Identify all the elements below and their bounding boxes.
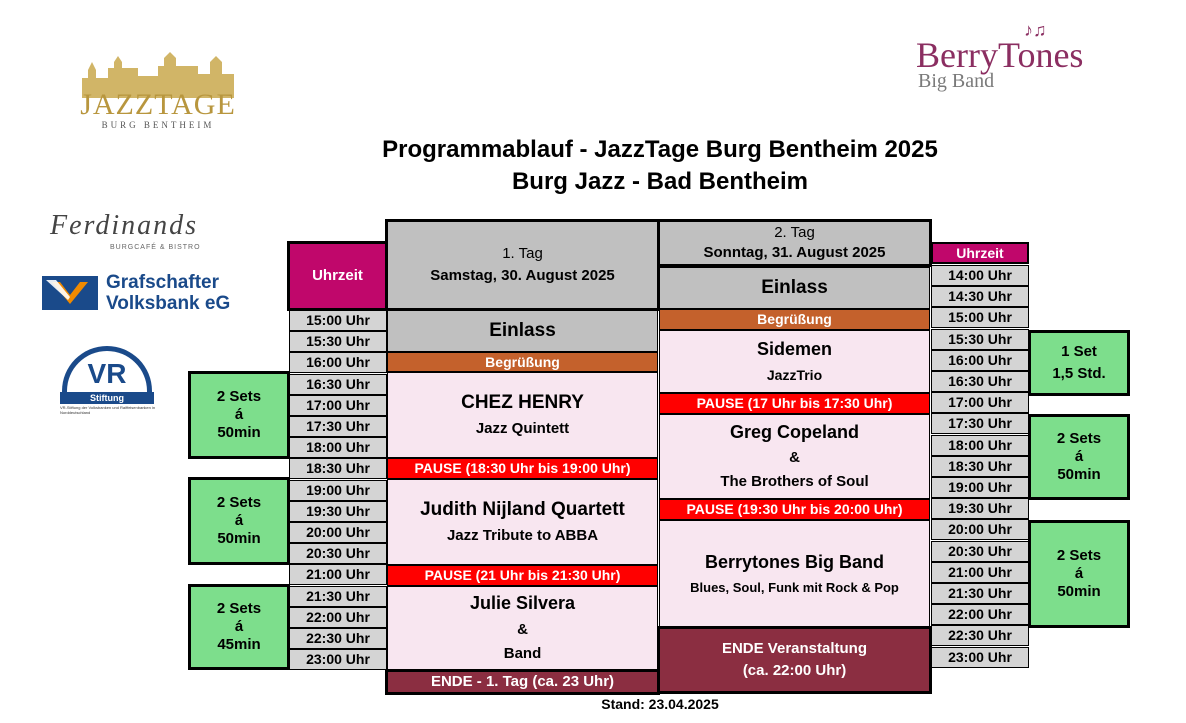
- sets-duration: 50min: [217, 424, 261, 441]
- page-title: Programmablauf - JazzTage Burg Bentheim 2025: [382, 136, 938, 163]
- time-slot: 17:00 Uhr: [289, 395, 387, 416]
- act-subtitle: JazzTrio: [766, 366, 823, 383]
- time-slot: 14:00 Uhr: [931, 265, 1029, 286]
- time-slot: 15:00 Uhr: [931, 307, 1029, 328]
- time-slot: 20:00 Uhr: [289, 522, 387, 543]
- day1-ende: ENDE - 1. Tag (ca. 23 Uhr): [385, 669, 660, 695]
- day2-pause-2: PAUSE (19:30 Uhr bis 20:00 Uhr): [659, 499, 930, 520]
- volksbank-icon: [42, 276, 98, 310]
- time-slot: 22:00 Uhr: [289, 607, 387, 628]
- time-slot: 22:30 Uhr: [931, 625, 1029, 646]
- time-slot: 20:30 Uhr: [931, 541, 1029, 562]
- sets-duration: 50min: [217, 530, 261, 547]
- ende-line1: ENDE Veranstaltung: [721, 640, 868, 657]
- act-subtitle: Blues, Soul, Funk mit Rock & Pop: [690, 579, 899, 595]
- jazztage-logo: [78, 48, 238, 128]
- time-slot: 19:30 Uhr: [289, 501, 387, 522]
- ferdinands-logo-sub: BURGCAFÉ & BISTRO: [110, 244, 201, 251]
- ferdinands-logo: [40, 210, 240, 260]
- vr-logo-text: VR: [87, 358, 127, 389]
- time-slot: 18:00 Uhr: [289, 437, 387, 458]
- sets-count: 2 Sets: [216, 600, 262, 617]
- sets-count: 2 Sets: [1056, 430, 1102, 447]
- act-title: Berrytones Big Band: [704, 551, 885, 572]
- vr-stiftung-logo: [56, 344, 166, 428]
- jazztage-logo-text: JAZZTAGE: [80, 88, 236, 121]
- time-slot: 15:30 Uhr: [289, 331, 387, 352]
- time-slot: 17:30 Uhr: [289, 416, 387, 437]
- day1-pause-1: PAUSE (18:30 Uhr bis 19:00 Uhr): [387, 458, 658, 479]
- time-slot: 21:00 Uhr: [931, 562, 1029, 583]
- jazztage-logo-sub: BURG BENTHEIM: [101, 120, 215, 130]
- day2-uhrzeit-header: Uhrzeit: [931, 242, 1029, 264]
- time-slot: 18:30 Uhr: [289, 458, 387, 479]
- time-slot: 16:00 Uhr: [931, 350, 1029, 371]
- day1-uhrzeit-header: Uhrzeit: [287, 241, 388, 311]
- time-slot: 16:30 Uhr: [931, 371, 1029, 392]
- sets-count: 1 Set: [1061, 343, 1097, 360]
- volksbank-logo: [42, 272, 242, 316]
- berrytones-logo-text: BerryTones: [916, 35, 1084, 75]
- music-note-icon: ♪♫: [1024, 20, 1047, 40]
- time-slot: 20:00 Uhr: [931, 519, 1029, 540]
- day2-act-berrytones: [659, 520, 930, 627]
- sets-duration: 50min: [1057, 466, 1101, 483]
- day1-einlass: Einlass: [387, 310, 658, 352]
- day1-sets-box-2: [188, 477, 290, 565]
- time-slot: 18:00 Uhr: [931, 435, 1029, 456]
- act-title: Julie Silvera: [469, 593, 576, 614]
- time-slot: 21:30 Uhr: [289, 586, 387, 607]
- act-title: Greg Copeland: [729, 421, 859, 442]
- time-slot: 22:30 Uhr: [289, 628, 387, 649]
- act-subtitle: The Brothers of Soul: [720, 473, 869, 491]
- day1-act-judith-nijland: [387, 479, 658, 565]
- day2-einlass: Einlass: [659, 267, 930, 309]
- time-slot: 17:00 Uhr: [931, 392, 1029, 413]
- volksbank-name-line2: Volksbank eG: [106, 293, 231, 314]
- day2-ende: [657, 626, 932, 694]
- day2-sets-box-1: [1028, 330, 1130, 396]
- day2-header: [657, 219, 932, 267]
- time-slot: 18:30 Uhr: [931, 456, 1029, 477]
- day2-act-sidemen: [659, 330, 930, 393]
- sets-count: 2 Sets: [216, 388, 262, 405]
- time-slot: 19:00 Uhr: [931, 477, 1029, 498]
- day1-act-julie-silvera: [387, 586, 658, 670]
- time-slot: 15:30 Uhr: [931, 329, 1029, 350]
- day1-begruessung: Begrüßung: [387, 352, 658, 372]
- day1-header-label: 1. Tag: [502, 245, 543, 262]
- time-slot: 23:00 Uhr: [289, 649, 387, 670]
- time-slot: 22:00 Uhr: [931, 604, 1029, 625]
- day1-act-chez-henry: [387, 372, 658, 458]
- volksbank-name-line1: Grafschafter: [106, 272, 219, 293]
- time-slot: 17:30 Uhr: [931, 413, 1029, 434]
- day2-sets-box-2: [1028, 414, 1130, 500]
- time-slot: 19:00 Uhr: [289, 480, 387, 501]
- time-slot: 15:00 Uhr: [289, 310, 387, 331]
- day2-pause-1: PAUSE (17 Uhr bis 17:30 Uhr): [659, 393, 930, 414]
- day2-header-label: 2. Tag: [774, 224, 815, 241]
- ferdinands-logo-text: Ferdinands: [50, 210, 199, 241]
- act-ampersand: &: [789, 449, 800, 467]
- act-title: CHEZ HENRY: [461, 391, 584, 413]
- sets-a: á: [234, 406, 244, 423]
- time-slot: 21:00 Uhr: [289, 564, 387, 585]
- page-subtitle: Burg Jazz - Bad Bentheim: [511, 168, 809, 195]
- sets-a: á: [1074, 448, 1084, 465]
- day1-header-date: Samstag, 30. August 2025: [430, 267, 615, 284]
- stand-date: Stand: 23.04.2025: [601, 696, 719, 712]
- sets-a: á: [1074, 565, 1084, 582]
- time-slot: 16:00 Uhr: [289, 352, 387, 373]
- day2-begruessung: Begrüßung: [659, 309, 930, 330]
- sets-duration: 1,5 Std.: [1052, 365, 1106, 382]
- day1-header: [385, 219, 660, 311]
- ende-line2: (ca. 22:00 Uhr): [742, 662, 847, 679]
- vr-logo-band: Stiftung: [60, 392, 154, 404]
- act-title: Sidemen: [756, 339, 833, 360]
- sets-duration: 45min: [217, 636, 261, 653]
- sets-count: 2 Sets: [1056, 547, 1102, 564]
- time-slot: 16:30 Uhr: [289, 374, 387, 395]
- berrytones-logo-sub: Big Band: [918, 70, 995, 92]
- act-ampersand: &: [517, 620, 528, 638]
- sets-duration: 50min: [1057, 583, 1101, 600]
- time-slot: 23:00 Uhr: [931, 647, 1029, 668]
- day1-pause-2: PAUSE (21 Uhr bis 21:30 Uhr): [387, 565, 658, 586]
- time-slot: 14:30 Uhr: [931, 286, 1029, 307]
- act-title: Judith Nijland Quartett: [420, 498, 625, 520]
- day2-sets-box-3: [1028, 520, 1130, 628]
- day2-header-date: Sonntag, 31. August 2025: [703, 244, 886, 261]
- berrytones-logo: [912, 20, 1112, 100]
- time-slot: 20:30 Uhr: [289, 543, 387, 564]
- day1-sets-box-1: [188, 371, 290, 459]
- sets-a: á: [234, 512, 244, 529]
- vr-logo-fine: VR-Stiftung der Volksbanken und Raiffeisenbanken in Norddeutschland: [60, 405, 156, 415]
- act-subtitle: Band: [503, 644, 542, 662]
- time-slot: 21:30 Uhr: [931, 583, 1029, 604]
- act-subtitle: Jazz Quintett: [475, 420, 570, 438]
- act-subtitle: Jazz Tribute to ABBA: [446, 527, 599, 545]
- day2-act-greg-copeland: [659, 414, 930, 499]
- day1-sets-box-3: [188, 584, 290, 670]
- time-slot: 19:30 Uhr: [931, 498, 1029, 519]
- sets-count: 2 Sets: [216, 494, 262, 511]
- sets-a: á: [234, 618, 244, 635]
